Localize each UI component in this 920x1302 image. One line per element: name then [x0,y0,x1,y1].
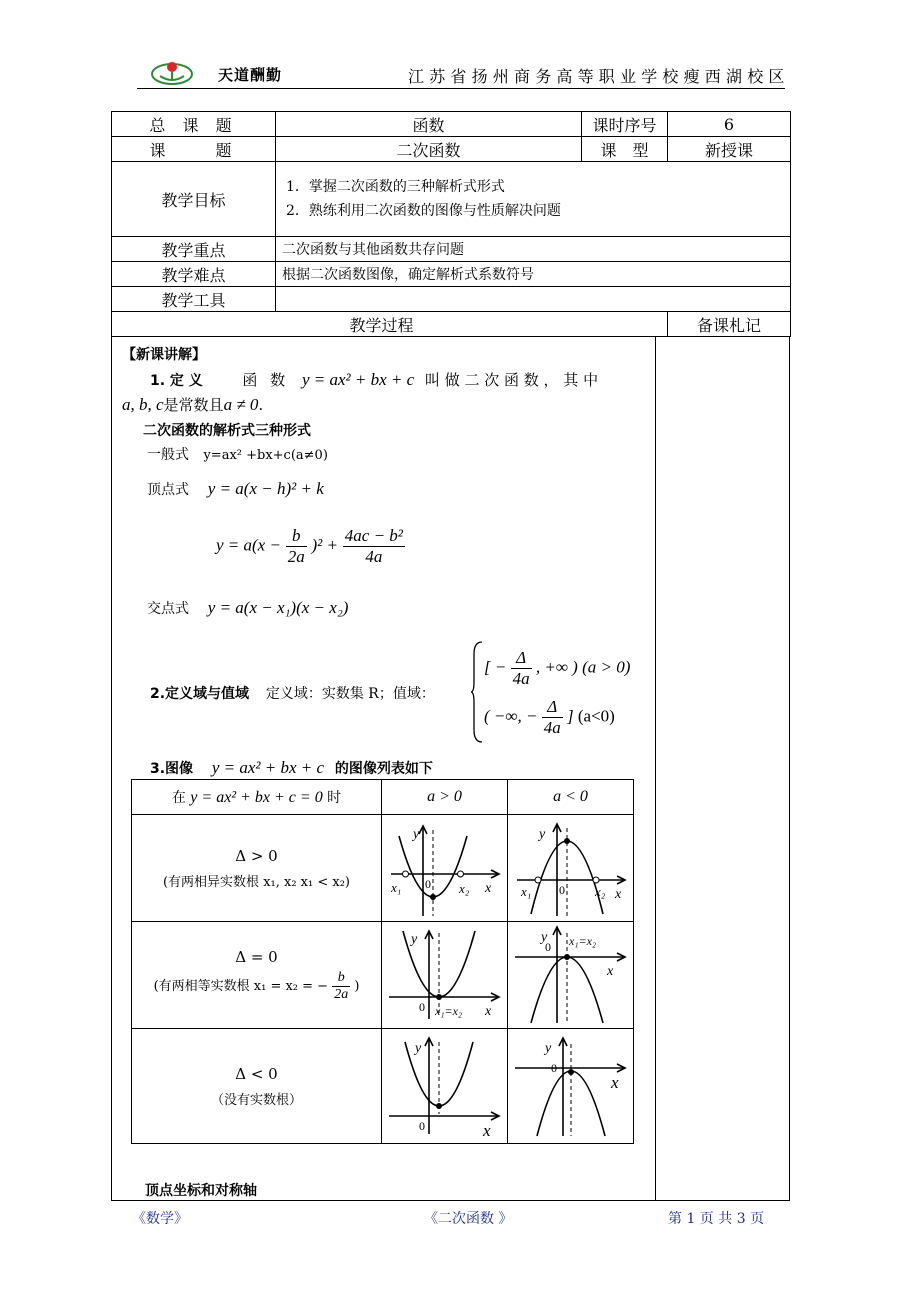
notes-column [654,336,790,1201]
lesson-info-table [111,111,791,337]
label-y: y [412,827,419,842]
range-brace-icon [470,640,484,744]
coefficients: a, b, c [122,395,164,414]
fraction-numerator: b [332,970,350,987]
label-y: y [544,1041,551,1056]
intercept-formula: y = a(x − x₁)(x − x₂) [207,598,349,617]
parabola-up-double-root-graph [385,923,505,1023]
goal-item: 1．掌握二次函数的三种解析式形式 [286,179,505,195]
notes-label: 备课札记 [668,312,791,337]
range1-left: [ − [484,657,507,677]
row2-desc-suffix: ) [354,978,360,994]
range2-condition: (a<0) [577,706,615,726]
label-x2: x₂ [594,884,605,899]
label-origin: 0 [544,940,551,954]
fraction-b-2a [286,526,307,567]
label-x: x [606,964,613,979]
graph-cell [382,1029,508,1144]
fraction-denominator: 4a [365,547,383,566]
forms-title: 二次函数的解析式三种形式 [143,423,311,439]
graph-cell [508,815,634,922]
label-x1: x₁ [390,880,401,895]
vertex-label: 顶点式 [147,482,189,498]
label-x: x [482,1121,491,1138]
label-x1x2: x₁=x₂ [434,1004,462,1018]
header-prefix: 在 [171,790,186,806]
vertex-expanded-mid: )² + [311,535,338,555]
fraction-denominator: 2a [334,986,349,1002]
fraction-numerator: Δ [542,697,563,718]
difficulty-label: 教学难点 [112,262,276,287]
process-label-text: 教学过程 [349,315,414,335]
domain-text: 定义域：实数集 R；值域： [265,686,435,702]
parabola-down-two-roots-graph [511,816,631,916]
domain-title: 2.定义域与值域 [150,686,250,702]
label-x1x2: x₁=x₂ [568,934,596,948]
label-y: y [414,1041,421,1056]
definition-line [150,369,598,390]
logo-text: 天道酬勤 [218,66,283,84]
vertex-point [564,838,570,844]
label-x: x [610,1073,619,1092]
root-point [402,871,408,877]
vertex-point [436,994,442,1000]
vertex-form [147,479,324,499]
goals-cell [276,162,791,237]
parabola-up-two-roots-graph [385,816,505,916]
goals-label: 教学目标 [112,162,276,237]
lesson-type-label: 课 型 [582,137,668,162]
definition-text-b: 叫 做 二 次 函 数 ， 其 中 [424,371,599,389]
row3-delta: Δ < 0 [235,1064,278,1083]
parabola-up-no-root-graph [385,1030,505,1138]
vertex-expanded-formula [216,526,405,567]
fraction-numerator: 4ac − b² [344,526,403,545]
lesson-number-label: 课时序号 [582,112,668,137]
range2-fraction [542,697,563,738]
footer-lesson: 《二次函数 》 [424,1211,513,1227]
nonzero-condition: a ≠ 0 [223,395,259,414]
key-point-value: 二次函数与其他函数共存问题 [276,237,791,262]
graph-formula: y = ax² + bx + c [211,758,325,777]
fraction-numerator: Δ [511,648,532,669]
intercept-form [147,598,348,618]
vertex-point [436,1103,442,1109]
definition-label: 1. 定 义 [150,373,203,389]
range-negative [484,697,615,738]
definition-text-a: 函 数 [242,371,290,389]
school-name: 江苏省扬州商务高等职业学校瘦西湖校区 [408,67,790,86]
label-y: y [540,930,547,945]
vertex-axis-title: 顶点坐标和对称轴 [145,1183,257,1199]
total-topic-value: 函数 [276,112,582,137]
intercept-label: 交点式 [147,601,189,617]
total-topic-label: 总 课 题 [112,112,276,137]
label-origin: 0 [558,883,565,897]
root-point [535,877,541,883]
header-formula: y = ax² + bx + c = 0 [190,789,323,806]
root-point [593,877,599,883]
row2-desc-prefix: (有两相等实数根 x₁ = x₂ = − [153,978,329,994]
vertex-point [430,894,436,900]
label-origin: 0 [424,877,431,891]
range2-left: ( −∞, − [484,706,538,726]
label-x2: x₂ [458,881,469,896]
label-y: y [538,827,545,842]
label-x: x [614,887,621,902]
definition-text-c: 是常数且 [163,396,224,414]
label-y: y [410,932,417,947]
domain-line [150,683,435,703]
label-x: x [484,881,491,896]
goal-item: 2．熟练利用二次函数的图像与性质解决问题 [286,203,561,219]
row1-condition [132,815,382,922]
topic-label: 课 题 [112,137,276,162]
definition-line-2 [122,394,263,415]
graph-cell [382,922,508,1029]
graph-title: 3.图像 [150,761,194,777]
fraction-denominator: 2a [287,547,305,566]
general-formula: y=ax² +bx+c(a≠0) [203,448,328,463]
vertex-point [564,954,570,960]
row2-fraction [332,970,350,1003]
vertex-formula: y = a(x − h)² + k [207,479,324,498]
range1-fraction [511,648,532,689]
tools-value [276,287,791,312]
logo [150,58,194,86]
fraction-numerator: b [286,526,307,547]
definition-formula: y = ax² + bx + c [301,370,415,389]
header-suffix: 时 [327,790,342,806]
process-label [112,312,668,337]
graph-title-line [150,758,433,778]
label-origin: 0 [550,1061,557,1075]
vertex-point [568,1069,574,1075]
row1-description: (有两相异实数根 x₁, x₂ x₁ < x₂) [162,874,350,890]
lesson-type-value: 新授课 [668,137,791,162]
row2-delta: Δ = 0 [235,947,278,966]
fraction-4ac [343,526,405,567]
logo-emblem-icon [150,58,194,86]
label-x1: x₁ [520,884,531,899]
parabola-down-double-root-graph [511,923,631,1023]
vertex-expanded-left: y = a(x − [216,535,281,555]
footer-page-number: 第 1 页 共 3 页 [668,1211,765,1227]
fraction-denominator: 4a [543,718,561,737]
row3-condition [132,1029,382,1144]
difficulty-value: 根据二次函数图像，确定解析式系数符号 [276,262,791,287]
graph-table [131,779,634,1144]
graph-title-end: 的图像列表如下 [334,761,433,777]
root-point [457,871,463,877]
topic-value: 二次函数 [276,137,582,162]
footer-subject: 《数学》 [132,1211,188,1227]
lesson-number-value: 6 [668,112,791,137]
key-point-label: 教学重点 [112,237,276,262]
graph-cell [508,922,634,1029]
definition-end: . [258,396,264,414]
range-positive [484,648,630,689]
fraction-denominator: 4a [512,669,530,688]
row3-description: （没有实数根） [210,1092,302,1108]
label-x: x [484,1004,491,1019]
general-form [147,444,328,464]
row2-condition [132,922,382,1029]
header-divider [137,88,785,89]
row1-delta: Δ > 0 [235,846,278,865]
label-origin: 0 [418,1000,425,1014]
range1-condition: (a > 0) [582,657,631,677]
range1-right: , +∞ ) [535,657,578,677]
graph-cell [382,815,508,922]
general-label: 一般式 [147,447,189,463]
graph-cell [508,1029,634,1144]
range2-right: ] [566,706,574,726]
graph-header-condition [132,780,382,815]
row2-description [132,970,381,1003]
col-a-negative: a < 0 [508,780,634,815]
label-origin: 0 [418,1119,425,1133]
section-title: 【新课讲解】 [122,347,206,363]
parabola-down-no-root-graph [511,1030,631,1138]
tools-label: 教学工具 [112,287,276,312]
col-a-positive: a > 0 [382,780,508,815]
